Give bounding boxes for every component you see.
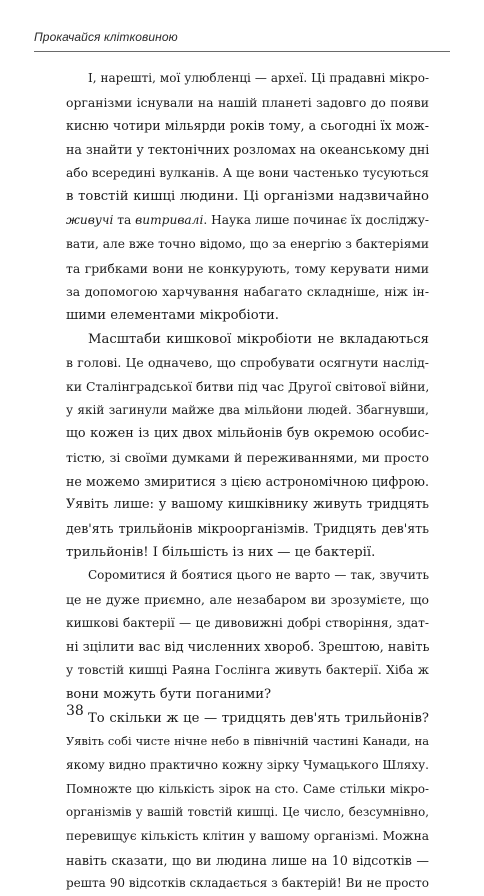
page-number: 38 — [66, 703, 84, 719]
text-line: То скільки ж це — тридцять дев'ять трильйонів? — [88, 710, 429, 726]
text-line: це не дуже приємно, але незабаром ви зрозумієте, що — [66, 592, 429, 608]
text-run: та — [113, 213, 136, 228]
italic-word: витривалі — [135, 213, 204, 228]
text-line: в голові. Це одначево, що спробувати осягнути наслід- — [66, 355, 429, 371]
italic-word: живучі — [66, 213, 114, 228]
running-title: Прокачайся клітковиною — [34, 30, 178, 44]
text-line: за допомогою харчування набагато складніше, ніж ін- — [66, 284, 429, 300]
text-line: на знайти у тектонічних розломах на океанському дні — [66, 142, 430, 158]
text-line: решта 90 відсотків складається з бактерій! Ви не просто — [66, 876, 429, 891]
text-line: організми існували на нашій планеті задовго до появи — [66, 94, 429, 110]
text-line: вати, але вже точно відомо, що за енергію з бактеріями — [66, 236, 429, 251]
text-line: тістю, зі своїми думками й переживаннями, ми просто — [66, 450, 429, 465]
text-line: та грибками вони не конкурують, тому керувати ними — [66, 260, 429, 276]
text-line: у товстій кишці Раяна Гослінга живуть бактерії. Хіба ж — [66, 663, 429, 678]
text-line: перевищує кількість клітин у вашому організмі. Можна — [66, 829, 429, 843]
text-line-with-italics — [66, 209, 429, 233]
text-line: організмів у вашій товстій кишці. Це число, безсумнівно, — [66, 805, 429, 820]
header-rule — [34, 51, 450, 52]
text-line: у якій загинули майже два мільйони людей. Збагнувши, — [66, 402, 429, 417]
text-line: Помножте цю кількість зірок на сто. Саме стільки мікро- — [66, 781, 429, 796]
text-line: якому видно практично кожну зірку Чумацького Шляху. — [66, 757, 429, 772]
text-line: Масштаби кишкової мікробіоти не вкладаються — [88, 331, 429, 347]
text-line: кишкові бактерії — це дивовижні добрі створіння, здат- — [66, 615, 429, 630]
text-line: Уявіть лише: у вашому кишківнику живуть тридцять — [66, 497, 429, 513]
text-line: ки Сталінградської битви під час Другої світової війни, — [66, 378, 430, 394]
text-line: не можемо змиритися з цією астрономічною цифрою. — [66, 473, 429, 489]
body-text — [66, 67, 429, 896]
text-line: І, нарешті, мої улюбленці — археї. Ці прадавні мікро- — [88, 71, 429, 85]
text-line: Уявіть собі чисте нічне небо в північній частині Канади, на — [66, 734, 429, 749]
text-line: що кожен із цих двох мільйонів був окремою особис- — [66, 426, 429, 442]
text-line: навіть сказати, що ви людина лише на 10 відсотків — — [66, 852, 429, 868]
text-line: або всередині вулканів. А ще вони частенько тусуються — [66, 165, 429, 180]
text-line: в товстій кишці людини. Ці організми надзвичайно — [66, 189, 429, 205]
text-line: Соромитися й боятися цього не варто — так, звучить — [88, 568, 429, 583]
text-run: . Наука лише починає їх досліджу- — [203, 213, 429, 228]
text-line: шими елементами мікробіоти. — [66, 307, 279, 323]
text-line: дев'ять трильйонів мікроорганізмів. Тридцять дев'ять — [66, 521, 429, 537]
text-line: трильйонів! І більшість із них — це бактерії. — [66, 544, 376, 560]
text-line: кисню чотири мільярди років тому, а сьогодні їх мож- — [66, 118, 429, 134]
text-line: вони можуть бути поганими? — [66, 686, 272, 702]
text-line: ні зцілити вас від численних хвороб. Зрештою, навіть — [66, 639, 430, 655]
